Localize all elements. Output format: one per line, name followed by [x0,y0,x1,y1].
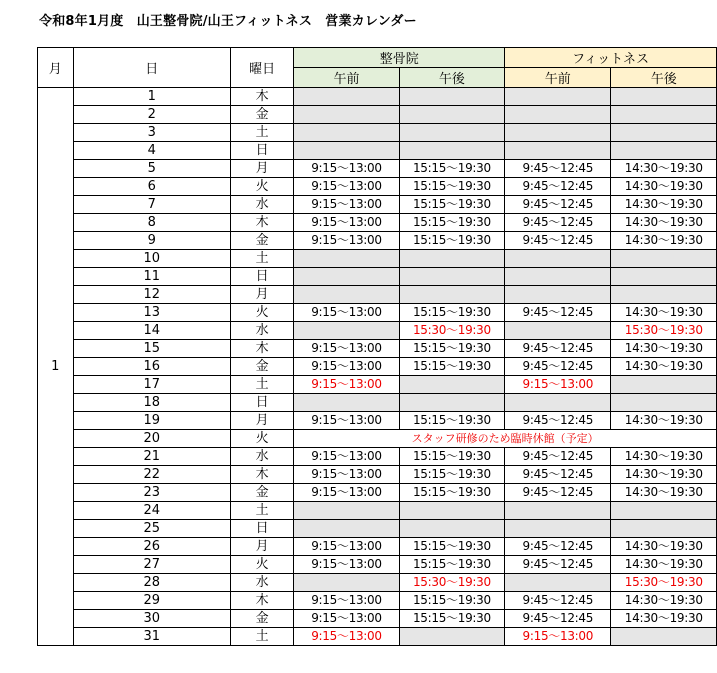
table-row [38,232,717,250]
fitness-pm-cell: 14:30～19:30 [611,358,717,376]
seikotsu-am-cell [294,250,399,268]
fitness-am-cell: 9:45～12:45 [505,412,611,430]
day-cell: 19 [73,412,230,430]
weekday-header: 曜日 [230,48,293,88]
seikotsu-am-cell: 9:15～13:00 [294,484,399,502]
fitness-am-cell: 9:45～12:45 [505,196,611,214]
seikotsu-am-cell [294,322,399,340]
table-row [38,124,717,142]
weekday-cell: 金 [230,106,293,124]
seikotsu-pm-cell [399,394,505,412]
seikotsu-am-cell: 9:15～13:00 [294,160,399,178]
fitness-am-cell [505,142,611,160]
seikotsu-pm-cell: 15:15～19:30 [399,484,505,502]
seikotsu-am-cell [294,88,399,106]
seikotsu-am-cell: 9:15～13:00 [294,196,399,214]
business-calendar-table [37,47,717,646]
seikotsu-pm-cell: 15:15～19:30 [399,538,505,556]
table-row [38,466,717,484]
seikotsu-am-cell [294,106,399,124]
fitness-am-cell: 9:45～12:45 [505,538,611,556]
seikotsu-am-cell: 9:15～13:00 [294,232,399,250]
day-cell: 1 [73,88,230,106]
month-cell: 1 [38,88,74,646]
fitness-pm-cell: 14:30～19:30 [611,484,717,502]
table-row [38,628,717,646]
seikotsu-pm-cell [399,124,505,142]
seikotsu-pm-cell: 15:15～19:30 [399,448,505,466]
fitness-am-cell [505,250,611,268]
fitness-am-cell: 9:45～12:45 [505,556,611,574]
table-row [38,88,717,106]
fitness-am-cell [505,268,611,286]
table-row [38,322,717,340]
table-row [38,178,717,196]
weekday-cell: 木 [230,592,293,610]
fitness-am-cell: 9:15～13:00 [505,628,611,646]
fitness-am-cell: 9:45～12:45 [505,484,611,502]
weekday-cell: 日 [230,520,293,538]
seikotsu-pm-cell: 15:15～19:30 [399,160,505,178]
fitness-am-cell: 9:45～12:45 [505,610,611,628]
fitness-pm-cell [611,520,717,538]
fitness-pm-cell [611,106,717,124]
fitness-pm-cell [611,394,717,412]
seikotsu-am-cell: 9:15～13:00 [294,538,399,556]
seikotsu-pm-cell [399,142,505,160]
fitness-pm-cell: 14:30～19:30 [611,178,717,196]
day-cell: 13 [73,304,230,322]
weekday-cell: 火 [230,556,293,574]
table-row [38,286,717,304]
seikotsu-pm-cell [399,376,505,394]
table-row [38,448,717,466]
day-cell: 28 [73,574,230,592]
seikotsu-pm-cell [399,520,505,538]
table-row [38,304,717,322]
weekday-cell: 日 [230,394,293,412]
day-cell: 31 [73,628,230,646]
seikotsu-am-cell: 9:15～13:00 [294,304,399,322]
seikotsu-am-cell [294,520,399,538]
day-cell: 8 [73,214,230,232]
seikotsu-am-cell [294,142,399,160]
seikotsu-am-cell [294,124,399,142]
table-row [38,268,717,286]
fitness-am-cell: 9:45～12:45 [505,358,611,376]
fitness-am-cell [505,322,611,340]
day-cell: 20 [73,430,230,448]
seikotsu-pm-cell [399,88,505,106]
seikotsu-am-cell: 9:15～13:00 [294,592,399,610]
fitness-pm-cell: 14:30～19:30 [611,232,717,250]
day-cell: 5 [73,160,230,178]
day-cell: 15 [73,340,230,358]
fitness-am-cell [505,106,611,124]
fitness-pm-cell: 14:30～19:30 [611,214,717,232]
day-cell: 23 [73,484,230,502]
day-cell: 24 [73,502,230,520]
seikotsu-am-cell: 9:15～13:00 [294,376,399,394]
weekday-cell: 土 [230,502,293,520]
table-row [38,484,717,502]
day-cell: 25 [73,520,230,538]
seikotsu-pm-cell: 15:15～19:30 [399,592,505,610]
table-row [38,412,717,430]
fitness-pm-cell: 14:30～19:30 [611,160,717,178]
weekday-cell: 木 [230,214,293,232]
seikotsu-am-cell: 9:15～13:00 [294,628,399,646]
seikotsu-pm-cell [399,628,505,646]
table-row [38,160,717,178]
seikotsu-pm-cell: 15:15～19:30 [399,358,505,376]
table-row [38,340,717,358]
weekday-cell: 土 [230,250,293,268]
seikotsu-pm-cell: 15:15～19:30 [399,556,505,574]
day-cell: 30 [73,610,230,628]
seikotsu-pm-cell: 15:30～19:30 [399,322,505,340]
fitness-am-cell [505,124,611,142]
fitness-header: フィットネス [505,48,717,68]
seikotsu-pm-cell [399,286,505,304]
fitness-am-cell: 9:45～12:45 [505,214,611,232]
seikotsu-am-cell: 9:15～13:00 [294,214,399,232]
table-row [38,556,717,574]
day-cell: 11 [73,268,230,286]
seikotsu-pm-cell [399,268,505,286]
fitness-pm-cell [611,286,717,304]
weekday-cell: 木 [230,88,293,106]
fitness-pm-cell: 14:30～19:30 [611,538,717,556]
day-cell: 7 [73,196,230,214]
fitness-pm-cell: 14:30～19:30 [611,610,717,628]
fitness-pm-cell: 14:30～19:30 [611,592,717,610]
table-row [38,430,717,448]
fitness-am-cell: 9:45～12:45 [505,178,611,196]
weekday-cell: 金 [230,232,293,250]
table-row [38,106,717,124]
seikotsu-am-cell [294,286,399,304]
fitness-am-cell: 9:45～12:45 [505,232,611,250]
fitness-am-header: 午前 [505,68,611,88]
weekday-cell: 月 [230,286,293,304]
seikotsu-pm-cell: 15:30～19:30 [399,574,505,592]
fitness-am-cell: 9:45～12:45 [505,466,611,484]
day-cell: 10 [73,250,230,268]
calendar-body [38,88,717,646]
seikotsu-am-header: 午前 [294,68,399,88]
table-row [38,592,717,610]
seikotsu-am-cell [294,574,399,592]
fitness-am-cell [505,88,611,106]
weekday-cell: 火 [230,178,293,196]
weekday-cell: 日 [230,142,293,160]
weekday-cell: 水 [230,322,293,340]
table-row [38,520,717,538]
seikotsu-pm-cell: 15:15～19:30 [399,340,505,358]
fitness-am-cell: 9:45～12:45 [505,448,611,466]
seikotsu-am-cell [294,268,399,286]
fitness-am-cell: 9:45～12:45 [505,340,611,358]
weekday-cell: 火 [230,304,293,322]
fitness-pm-cell [611,124,717,142]
day-cell: 6 [73,178,230,196]
weekday-cell: 金 [230,484,293,502]
seikotsu-am-cell: 9:15～13:00 [294,412,399,430]
weekday-cell: 金 [230,610,293,628]
weekday-cell: 月 [230,412,293,430]
weekday-cell: 土 [230,124,293,142]
table-row [38,610,717,628]
table-row [38,394,717,412]
fitness-pm-cell [611,628,717,646]
seikotsu-am-cell: 9:15～13:00 [294,178,399,196]
day-cell: 9 [73,232,230,250]
seikotsu-am-cell: 9:15～13:00 [294,556,399,574]
weekday-cell: 月 [230,538,293,556]
fitness-pm-cell [611,268,717,286]
fitness-am-cell: 9:45～12:45 [505,160,611,178]
fitness-pm-cell: 14:30～19:30 [611,556,717,574]
weekday-cell: 木 [230,340,293,358]
fitness-am-cell: 9:45～12:45 [505,304,611,322]
fitness-am-cell [505,394,611,412]
seikotsu-am-cell: 9:15～13:00 [294,466,399,484]
weekday-cell: 水 [230,574,293,592]
day-cell: 29 [73,592,230,610]
seikotsu-pm-cell: 15:15～19:30 [399,466,505,484]
day-cell: 3 [73,124,230,142]
closure-note: スタッフ研修のため臨時休館（予定） [294,430,717,448]
seikotsu-pm-cell: 15:15～19:30 [399,196,505,214]
fitness-am-cell [505,520,611,538]
table-row [38,214,717,232]
weekday-cell: 月 [230,160,293,178]
weekday-cell: 土 [230,376,293,394]
day-cell: 18 [73,394,230,412]
fitness-am-cell: 9:45～12:45 [505,592,611,610]
weekday-cell: 日 [230,268,293,286]
seikotsu-am-cell: 9:15～13:00 [294,610,399,628]
page-title: 令和8年1月度 山王整骨院/山王フィットネス 営業カレンダー [39,14,417,29]
weekday-cell: 金 [230,358,293,376]
fitness-pm-cell: 14:30～19:30 [611,340,717,358]
seikotsu-pm-cell [399,502,505,520]
day-cell: 26 [73,538,230,556]
weekday-cell: 土 [230,628,293,646]
fitness-pm-header: 午後 [611,68,717,88]
fitness-pm-cell: 15:30～19:30 [611,322,717,340]
day-cell: 16 [73,358,230,376]
day-cell: 21 [73,448,230,466]
day-cell: 14 [73,322,230,340]
fitness-pm-cell [611,88,717,106]
fitness-pm-cell [611,376,717,394]
table-row [38,358,717,376]
table-row [38,538,717,556]
seikotsu-pm-cell: 15:15～19:30 [399,610,505,628]
table-row [38,376,717,394]
day-cell: 2 [73,106,230,124]
month-header: 月 [38,48,74,88]
fitness-pm-cell [611,142,717,160]
fitness-am-cell [505,286,611,304]
fitness-am-cell [505,502,611,520]
weekday-cell: 水 [230,196,293,214]
fitness-pm-cell [611,502,717,520]
day-cell: 17 [73,376,230,394]
seikotsu-pm-cell: 15:15～19:30 [399,412,505,430]
table-row [38,502,717,520]
seikotsu-pm-cell: 15:15～19:30 [399,232,505,250]
table-row [38,574,717,592]
day-header: 日 [73,48,230,88]
fitness-pm-cell [611,250,717,268]
seikotsu-am-cell [294,502,399,520]
table-row [38,142,717,160]
weekday-cell: 水 [230,448,293,466]
fitness-pm-cell: 15:30～19:30 [611,574,717,592]
seikotsu-pm-cell: 15:15～19:30 [399,214,505,232]
seikotsu-pm-cell [399,106,505,124]
seikotsu-pm-cell [399,250,505,268]
seikotsu-pm-cell: 15:15～19:30 [399,178,505,196]
fitness-pm-cell: 14:30～19:30 [611,412,717,430]
day-cell: 4 [73,142,230,160]
day-cell: 27 [73,556,230,574]
weekday-cell: 火 [230,430,293,448]
seikotsu-pm-header: 午後 [399,68,505,88]
fitness-am-cell [505,574,611,592]
table-row [38,250,717,268]
fitness-am-cell: 9:15～13:00 [505,376,611,394]
seikotsu-header: 整骨院 [294,48,505,68]
seikotsu-am-cell: 9:15～13:00 [294,358,399,376]
day-cell: 22 [73,466,230,484]
seikotsu-pm-cell: 15:15～19:30 [399,304,505,322]
seikotsu-am-cell: 9:15～13:00 [294,340,399,358]
seikotsu-am-cell: 9:15～13:00 [294,448,399,466]
fitness-pm-cell: 14:30～19:30 [611,196,717,214]
fitness-pm-cell: 14:30～19:30 [611,466,717,484]
weekday-cell: 木 [230,466,293,484]
fitness-pm-cell: 14:30～19:30 [611,304,717,322]
day-cell: 12 [73,286,230,304]
fitness-pm-cell: 14:30～19:30 [611,448,717,466]
seikotsu-am-cell [294,394,399,412]
table-row [38,196,717,214]
